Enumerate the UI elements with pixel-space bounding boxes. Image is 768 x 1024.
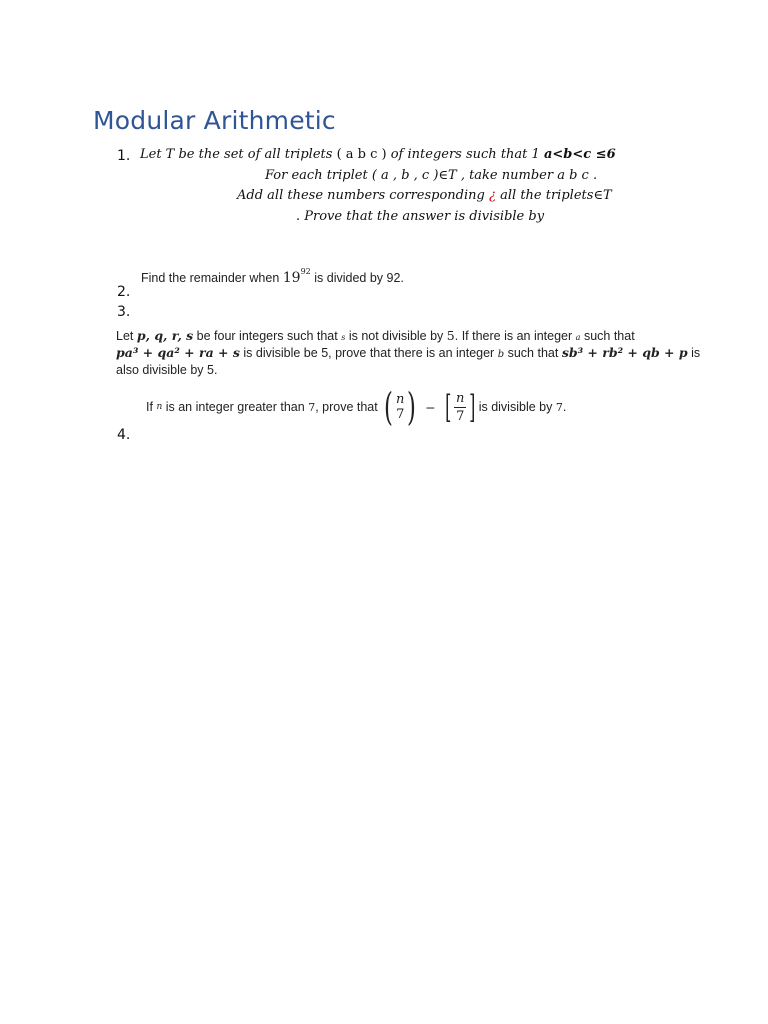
q2-text	[141, 267, 404, 287]
q3-line1-e: such that	[583, 329, 635, 343]
q4-binom-top: n	[396, 392, 405, 407]
q4-minus: −	[425, 399, 436, 415]
q2-base: 19	[282, 270, 301, 287]
q3-line-1	[116, 328, 635, 343]
q4-seven: 7	[308, 400, 316, 414]
q4-mid: is an integer greater than	[165, 400, 305, 414]
list-number-3: 3.	[117, 304, 131, 320]
q3-var-b: b	[497, 349, 505, 360]
q2-exponent: 92	[300, 267, 311, 276]
q4-period: .	[562, 400, 567, 414]
page-title: Modular Arithmetic	[93, 106, 336, 135]
q1-line3-a: Add all these numbers corresponding	[237, 188, 485, 203]
q4-frac-top: n	[456, 390, 465, 406]
q4-frac-bottom: 7	[456, 408, 465, 424]
q4-seven-2: 7	[555, 400, 563, 414]
q1-triplet: ( a b c )	[336, 147, 387, 162]
q1-line3-red: ¿	[489, 188, 496, 203]
q1-line3-b: all the triplets∈T	[500, 188, 612, 203]
q3-line2-c: is	[691, 346, 701, 360]
q4-pre: If	[146, 400, 153, 414]
q3-line-2	[116, 345, 700, 360]
q1-line-1	[140, 147, 616, 162]
q2-post: is divided by 92.	[314, 271, 404, 286]
q4-binom-bottom: 7	[396, 407, 405, 422]
q3-expr1: pa³ + qa² + ra + s	[116, 345, 240, 360]
q3-var-s: s	[341, 333, 346, 342]
fraction-bar	[454, 407, 466, 408]
q3-line1-c: is not divisible by	[348, 329, 444, 343]
q1-line-3	[237, 188, 612, 203]
q4-mid2: , prove that	[315, 400, 378, 414]
q3-var-a: a	[575, 333, 581, 342]
q3-line1-d: . If there is an integer	[454, 329, 573, 343]
q4-post: is divisible by	[478, 400, 553, 414]
q3-vars: p, q, r, s	[136, 328, 194, 343]
q2-pre: Find the remainder when	[141, 271, 280, 286]
q3-five: 5	[446, 328, 455, 343]
q3-expr2: sb³ + rb² + qb + p	[561, 345, 688, 360]
q3-line1-b: be four integers such that	[196, 329, 338, 343]
q3-line-3: also divisible by 5.	[116, 363, 218, 377]
q4-binomial: ( n 7 )	[384, 385, 417, 429]
q1-inequality: a<b<c ≤6	[543, 147, 616, 162]
q3-let: Let	[116, 329, 134, 343]
q4-text	[146, 384, 566, 430]
q1-line-2: For each triplet ( a , b , c )∈T , take number a b c .	[265, 168, 598, 183]
q1-line-4: . Prove that the answer is divisible by	[296, 209, 545, 224]
list-number-2: 2.	[117, 284, 131, 300]
list-number-1: 1.	[117, 148, 131, 164]
q3-line2-b: such that	[507, 346, 559, 360]
list-number-4: 4.	[117, 427, 131, 443]
q3-line2-a: is divisible be 5, prove that there is an integer	[243, 346, 495, 360]
q4-floor-fraction: [ n 7 ]	[444, 388, 476, 426]
q1-line1-c: of integers such that 1	[390, 147, 540, 162]
q1-line1-a: Let T be the set of all triplets	[140, 147, 333, 162]
q4-var-n: n	[156, 402, 163, 412]
